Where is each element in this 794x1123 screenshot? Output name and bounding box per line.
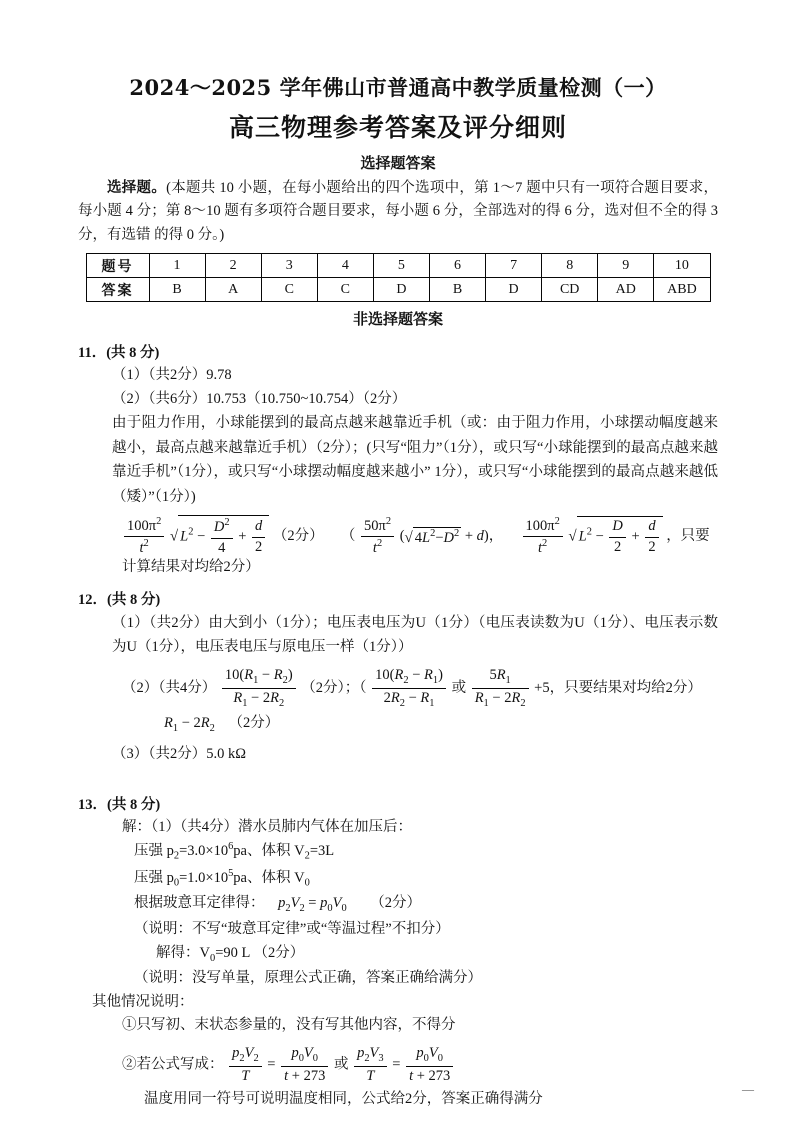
question-13-line10: ②若公式写成： $\frac{p_2V_2}{T}$ = $\frac{p_0V_0}{t + 273}$ 或 $\frac{p_2V_3}{T}$ = $\frac{p_0V_0}{t + 273}$ <box>122 1044 718 1087</box>
question-13-line2: 压强 $p_2=3.0\times 10^6pa$、体积 $V_2=3L$ <box>134 841 335 862</box>
table-row <box>86 278 710 302</box>
table-header-answer: 答案 <box>86 278 149 302</box>
q12-part2-or: 或 <box>451 679 467 696</box>
question-11-block <box>78 341 718 576</box>
cell-a5: D <box>373 278 429 302</box>
cell-q9: 9 <box>598 254 654 278</box>
page-corner-mark: — <box>742 1082 754 1096</box>
question-12-part3: （3）（共2分）5.0 kΩ <box>112 746 247 763</box>
question-11-explanation: 由于阻力作用，小球能摆到的最高点越来越靠近手机（或：由于阻力作用，小球摆动幅度越来越小，最高点越来越靠近手机）（2分）；(只写“阻力”（1分），或只写“小球能摆到的最高点越来越靠近手机”（1分），或只写“小球摆动幅度越来越小” 1分），或只写“小球能摆到的最高点越来越低（矮）”（1分）) <box>112 415 718 505</box>
q13-l10-label: ②若公式写成： <box>122 1056 224 1073</box>
q13-l4-score: （2分） <box>370 895 422 912</box>
question-13-line7: （说明：没写单量，原理公式正确，答案正确给满分） <box>134 970 482 987</box>
cell-a6: B <box>429 278 485 302</box>
q13-l2-a: 压强 p <box>134 842 174 859</box>
question-13-line1: 解：（1）（共4分）潜水员肺内气体在加压后： <box>122 818 412 835</box>
formula-11-b: $\frac{50\pi^2}{t^2}$ <box>361 515 394 559</box>
q13-l3-c: pa、体积 V <box>233 869 305 886</box>
formula-13-d: $\frac{p_0V_0}{t + 273}$ <box>406 1044 453 1087</box>
question-13-line4: 根据玻意耳定律得： $p_2V_2 = p_0V_0$ （2分） <box>134 895 422 915</box>
f11b-den: t <box>372 540 377 557</box>
formula-11-c: $\frac{100\pi^2}{t^2}$ <box>523 515 563 559</box>
question-12-part2 <box>122 666 718 711</box>
f11c-den: t <box>538 540 543 557</box>
question-13-line5: （说明：不写“玻意耳定律”或“等温过程”不扣分） <box>134 921 450 938</box>
formula-13-c: $\frac{p_2V_3}{T}$ <box>354 1044 387 1087</box>
formula-12-a: $\frac{10(R_1 - R_2)}{R_1 - 2R_2}$ <box>222 666 296 711</box>
formula-13-b: $\frac{p_0V_0}{t + 273}$ <box>281 1044 328 1087</box>
question-11-part1: （1）（共2分）9.78 <box>112 367 232 384</box>
cell-q7: 7 <box>486 254 542 278</box>
cell-q2: 2 <box>205 254 261 278</box>
question-12-head: 12．(共 8 分) <box>78 592 161 609</box>
question-12-block <box>78 588 718 767</box>
sqrt-icon: √ $L^2$ − $\frac{D}{2}$ + $\frac{d}{2}$ <box>568 516 662 557</box>
section-heading-choice: 选择题答案 <box>360 156 436 172</box>
section-heading-noncheice: 非选择题答案 <box>352 312 443 329</box>
page-content <box>78 72 718 1112</box>
question-11-head: 11．(共 8 分) <box>78 345 160 362</box>
page-title-line1: 2024～2025 学年佛山市普通高中教学质量检测（一） <box>129 75 667 100</box>
table-row <box>86 254 710 278</box>
cell-q1: 1 <box>149 254 205 278</box>
question-13-line6: 解得：$V_0=90$ L （2分） <box>156 944 305 964</box>
formula-12-b: $\frac{10(R_2 - R_1)}{2R_2 - R_1}$ <box>372 666 446 711</box>
choice-instructions <box>78 177 718 247</box>
choice-instructions-text: (本题共 10 小题，在每小题给出的四个选项中，第 1～7 题中只有一项符合题目要求，每小题 4 分；第 8～10 题有多项符合题目要求，每小题 6 分，全部选对的得 6 分，选对但不全的得 3 分，有选错 的得 0 分。) <box>78 180 719 243</box>
table-header-number: 题号 <box>86 254 149 278</box>
f11-note: ，只要计算结果对均给2分） <box>122 528 710 575</box>
question-13-block <box>78 793 718 1112</box>
q12-part2-tail: +5，只要结果对均给2分） <box>534 679 702 696</box>
q13-l2-b: =3.0×10 <box>179 842 229 859</box>
q13-l3-a: 压强 p <box>134 869 174 886</box>
q13-l2-d: =3L <box>309 842 335 859</box>
q13-l2-c: pa、体积 V <box>233 842 305 859</box>
f11a-num: 100π <box>127 517 157 534</box>
question-13-line9: ①只写初、末状态参量的，没有写其他内容，不得分 <box>122 1017 456 1034</box>
formula-12-c: $\frac{5R_1}{R_1 - 2R_2}$ <box>472 666 529 711</box>
q13-l6-b: =90 L （2分） <box>215 944 305 961</box>
question-13-line8: 其他情况说明： <box>92 993 194 1010</box>
q13-l6-a: 解得：V <box>156 944 210 961</box>
question-11-formulas: $\frac{100\pi^2}{t^2}$ √ $L^2$ − $\frac{D^2}{4}$ + $\frac{d}{2}$ （2分） （ $\frac{50\pi^2}{t^2}$ (√ $4L^2-D^2 + d$)， $\frac{100\pi^2}{t^2}$ √ $L^2$ − $\frac{D}{2}$ + $\frac{d}{2}$ ，只要计算结果对均给2分） <box>122 515 710 575</box>
question-12-part1: （1）（共2分）由大到小（1分）；电压表电压为U（1分）（电压表读数为U（1分）、电压表示数为U（1分），电压表电压与原电压一样（1分）） <box>112 615 718 656</box>
cell-q6: 6 <box>429 254 485 278</box>
question-13-line3: 压强 $p_0=1.0\times 10^5pa$、体积 $V_0$ <box>134 867 310 889</box>
q12-extra-score: （2分） <box>228 714 280 731</box>
sqrt-icon: √ $4L^2-D^2$ <box>404 527 460 546</box>
f11a-den: t <box>139 540 144 557</box>
cell-a9: AD <box>598 278 654 302</box>
question-13-head: 13．(共 8 分) <box>78 796 161 813</box>
cell-a8: CD <box>542 278 598 302</box>
sqrt-icon: √ $L^2$ − $\frac{D^2}{4}$ + $\frac{d}{2}$ <box>170 515 269 558</box>
cell-q3: 3 <box>261 254 317 278</box>
question-11-part2: （2）（共6分）10.753（10.750~10.754）（2分） <box>112 390 407 407</box>
cell-a4: C <box>317 278 373 302</box>
cell-a2: A <box>205 278 261 302</box>
question-12-part2-extra: $R_1 - 2R_2$ （2分） <box>164 714 280 734</box>
cell-q4: 4 <box>317 254 373 278</box>
cell-a3: C <box>261 278 317 302</box>
f11a-score: （2分） <box>272 528 324 545</box>
question-13-line11: 温度用同一符号可说明温度相同，公式给2分，答案正确得满分 <box>144 1091 543 1108</box>
q12-part2-mid: （2分）；（ <box>301 679 367 696</box>
cell-q8: 8 <box>542 254 598 278</box>
page-title-line2: 高三物理参考答案及评分细则 <box>228 113 567 142</box>
cell-q5: 5 <box>373 254 429 278</box>
q12-part2-label: （2）（共4分） <box>122 679 217 696</box>
cell-a10: ABD <box>654 278 710 302</box>
cell-a7: D <box>486 278 542 302</box>
q13-l10-or: 或 <box>333 1056 349 1073</box>
q13-l4-text: 根据玻意耳定律得： <box>134 895 265 912</box>
q13-l3-b: =1.0×10 <box>179 869 229 886</box>
choice-instructions-label: 选择题。 <box>107 180 167 196</box>
cell-q10: 10 <box>654 254 710 278</box>
f11b-num: 50π <box>364 517 386 534</box>
f11c-num: 100π <box>525 517 555 534</box>
formula-11-a: $\frac{100\pi^2}{t^2}$ <box>124 515 164 559</box>
formula-13-a: $\frac{p_2V_2}{T}$ <box>229 1044 262 1087</box>
cell-a1: B <box>149 278 205 302</box>
answer-table <box>86 253 711 302</box>
